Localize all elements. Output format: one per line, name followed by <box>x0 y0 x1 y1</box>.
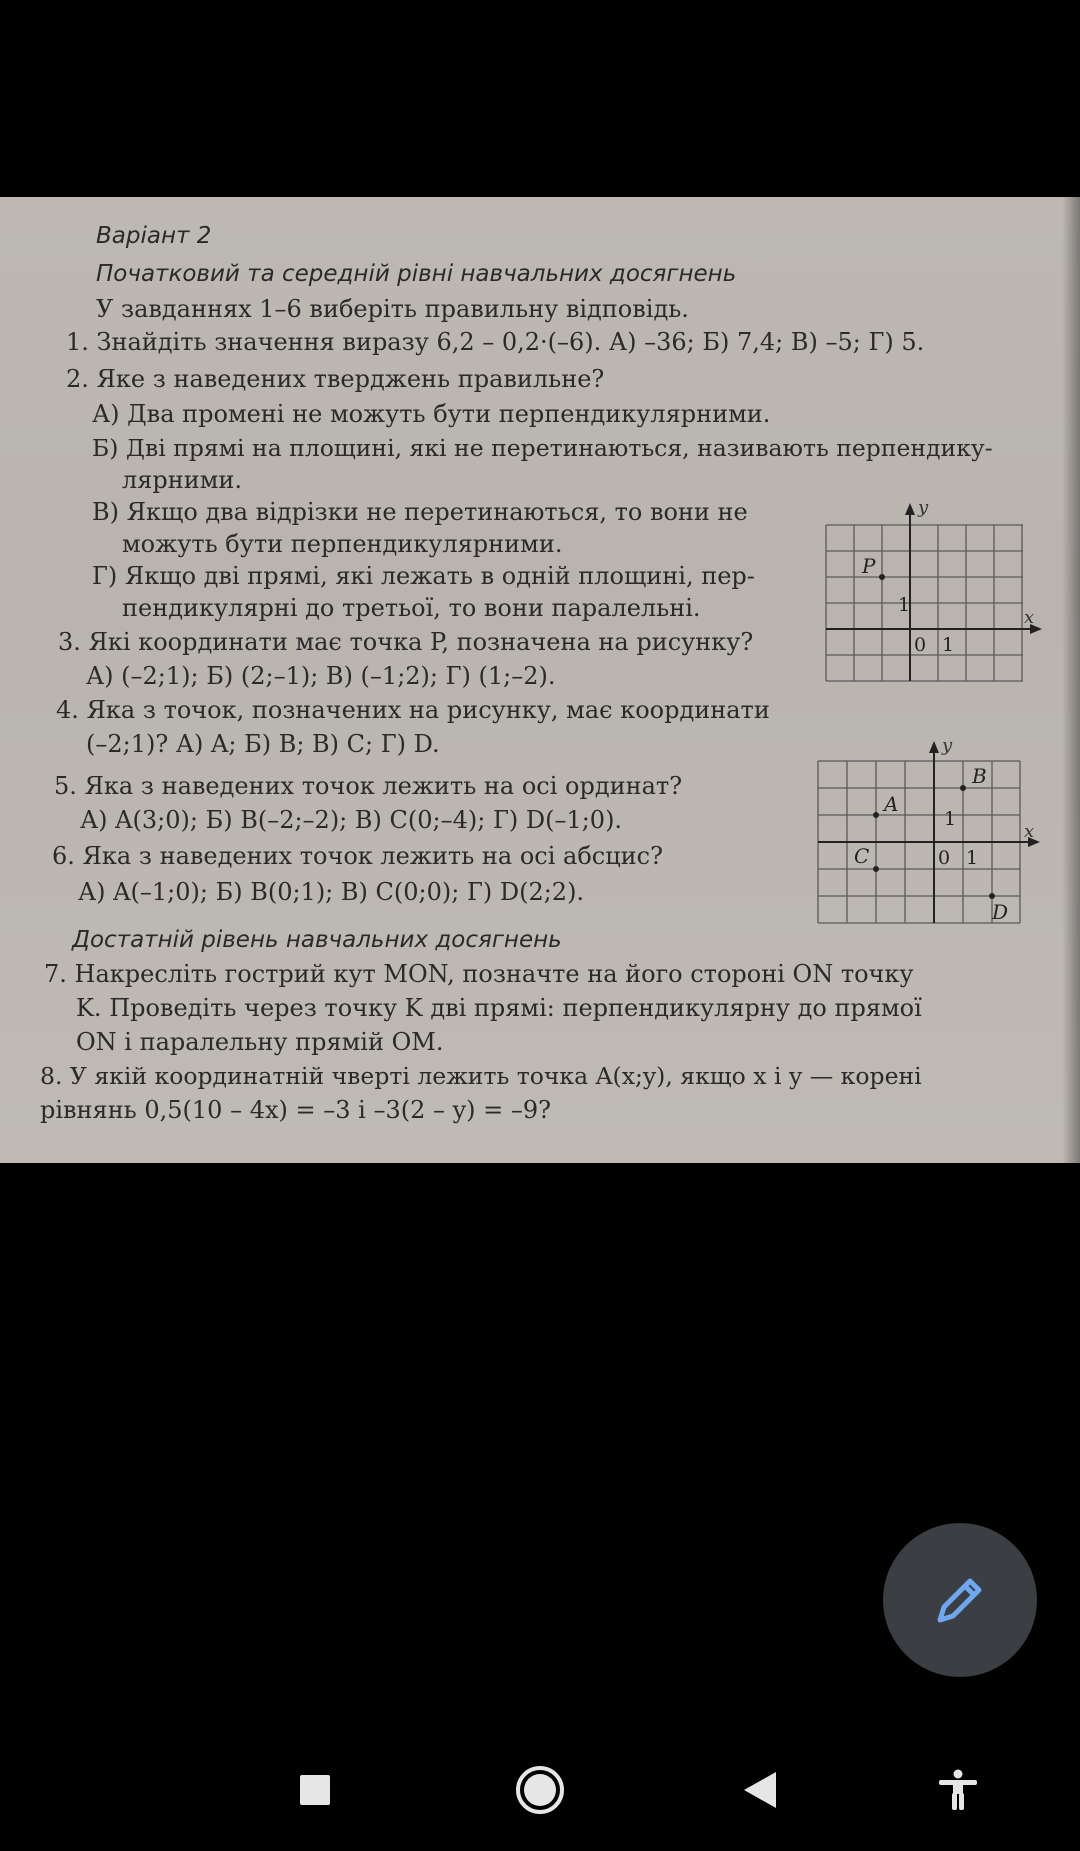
point-c <box>873 866 879 872</box>
variant-title: Варіант 2 <box>96 223 212 249</box>
label-c: C <box>854 844 870 868</box>
label-one-x: 1 <box>942 634 955 656</box>
question-4-options: (–2;1)? А) A; Б) B; В) C; Г) D. <box>86 730 440 758</box>
back-icon <box>742 1770 778 1810</box>
question-2-option-b-cont: лярними. <box>122 466 243 494</box>
question-7: 7. Накресліть гострий кут MON, позначте на його стороні ON точку <box>44 960 914 988</box>
question-2-option-c: В) Якщо два відрізки не перетинаються, то вони не <box>92 498 748 526</box>
page-edge-shadow <box>1062 197 1080 1163</box>
document-photo <box>0 197 1080 1163</box>
coordinate-figure-1 <box>818 497 1058 707</box>
label-b: B <box>972 764 987 788</box>
label-x: x <box>1024 821 1035 842</box>
pencil-icon <box>930 1570 990 1630</box>
question-7-cont-2: ON і паралельну прямій OM. <box>76 1028 444 1056</box>
question-2-option-a: А) Два промені не можуть бути перпендикулярними. <box>92 400 771 428</box>
question-4: 4. Яка з точок, позначених на рисунку, має координати <box>56 696 770 724</box>
question-2-option-c-cont: можуть бути перпендикулярними. <box>122 530 563 558</box>
instruction: У завданнях 1–6 виберіть правильну відповідь. <box>96 295 689 323</box>
point-b <box>960 785 966 791</box>
back-button[interactable] <box>730 1760 790 1820</box>
question-6: 6. Яка з наведених точок лежить на осі абсцис? <box>52 842 663 870</box>
question-3-options: А) (–2;1); Б) (2;–1); В) (–1;2); Г) (1;–2). <box>86 662 556 690</box>
label-one-y: 1 <box>944 808 957 830</box>
label-origin: 0 <box>914 634 927 656</box>
label-p: P <box>862 554 876 578</box>
accessibility-icon <box>936 1768 980 1812</box>
label-one-y: 1 <box>898 594 911 616</box>
accessibility-button[interactable] <box>928 1760 988 1820</box>
label-y: y <box>918 497 929 518</box>
question-3: 3. Які координати має точка P, позначена на рисунку? <box>58 628 754 656</box>
label-x: x <box>1024 607 1035 628</box>
question-2-option-d-cont: пендикулярні до третьої, то вони паралельні. <box>122 594 701 622</box>
question-2-option-b: Б) Дві прямі на площині, які не перетинаються, називають перпендику- <box>92 434 993 462</box>
label-d: D <box>992 900 1009 924</box>
home-button[interactable] <box>510 1760 570 1820</box>
question-7-cont-1: K. Проведіть через точку K дві прямі: перпендикулярну до прямої <box>76 994 922 1022</box>
level-heading-2: Достатній рівень навчальних досягнень <box>72 927 562 953</box>
question-5: 5. Яка з наведених точок лежить на осі ординат? <box>54 772 683 800</box>
point-a <box>873 812 879 818</box>
label-a: A <box>884 792 899 816</box>
recents-button[interactable] <box>285 1760 345 1820</box>
question-5-options: А) A(3;0); Б) B(–2;–2); В) C(0;–4); Г) D(–1;0). <box>80 806 623 834</box>
question-6-options: А) A(–1;0); Б) B(0;1); В) C(0;0); Г) D(2;2). <box>78 878 585 906</box>
question-2: 2. Яке з наведених тверджень правильне? <box>66 365 605 393</box>
coordinate-figure-2 <box>810 737 1055 947</box>
label-origin: 0 <box>938 847 951 869</box>
question-1: 1. Знайдіть значення виразу 6,2 – 0,2·(–6). А) –36; Б) 7,4; В) –5; Г) 5. <box>66 328 925 356</box>
question-8-cont: рівнянь 0,5(10 – 4x) = –3 і –3(2 – y) = –9? <box>40 1096 552 1124</box>
home-icon <box>514 1764 566 1816</box>
label-y: y <box>942 737 953 756</box>
edit-fab-button[interactable] <box>883 1523 1037 1677</box>
point-d <box>989 893 995 899</box>
label-one-x: 1 <box>966 847 979 869</box>
question-8: 8. У якій координатній чверті лежить точка A(x;y), якщо x і y — корені <box>40 1062 922 1090</box>
level-heading-1: Початковий та середній рівні навчальних досягнень <box>96 261 737 287</box>
recents-icon <box>298 1773 332 1807</box>
question-2-option-d: Г) Якщо дві прямі, які лежать в одній площині, пер- <box>92 562 755 590</box>
point-p <box>879 574 885 580</box>
